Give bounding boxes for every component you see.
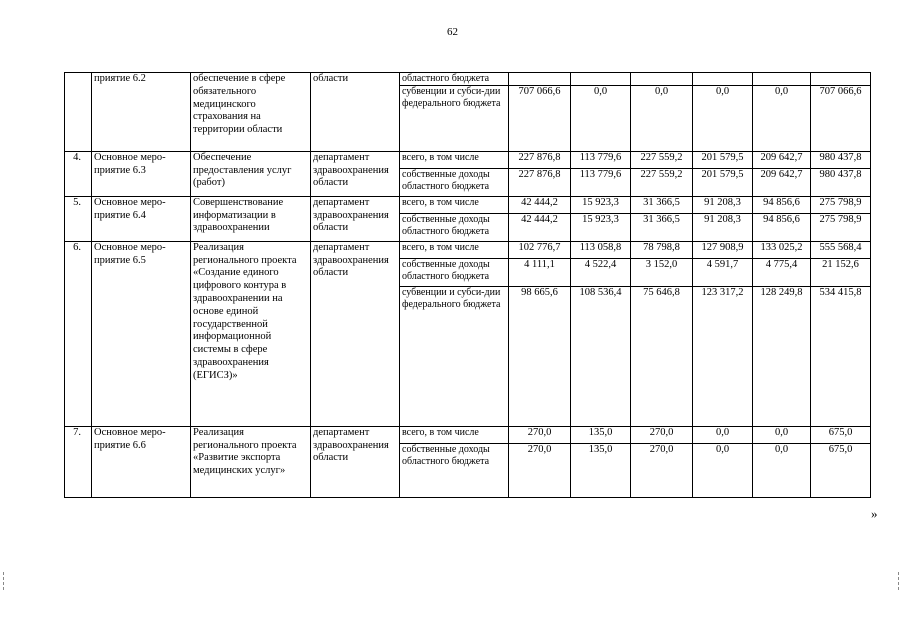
- amount-cell: 91 208,3: [693, 213, 753, 241]
- table-row: [65, 241, 871, 258]
- amount-cell: 270,0: [631, 426, 693, 443]
- amount-cell: 201 579,5: [693, 168, 753, 196]
- amount-cell: 270,0: [631, 443, 693, 497]
- amount-cell: 4 111,1: [509, 258, 571, 286]
- measure-name-cell: Основное меро-приятие 6.5: [92, 241, 191, 426]
- continuation-mark: »: [871, 506, 878, 521]
- amount-cell: 227 559,2: [631, 168, 693, 196]
- measure-description-cell: Реализация регионального проекта «Создание единого цифрового контура в здравоохранении на основе единой государственной информационной системы в сфере здравоохранения (ЕГИСЗ)»: [191, 241, 311, 426]
- funding-source-cell: собственные доходы областного бюджета: [400, 213, 509, 241]
- funding-source-cell: собственные доходы областного бюджета: [400, 168, 509, 196]
- amount-cell: 534 415,8: [811, 286, 871, 426]
- measure-description-cell: Обеспечение предоставления услуг (работ): [191, 151, 311, 196]
- amount-cell: 127 908,9: [693, 241, 753, 258]
- amount-cell: 275 798,9: [811, 213, 871, 241]
- amount-cell: 980 437,8: [811, 168, 871, 196]
- amount-cell: 78 798,8: [631, 241, 693, 258]
- amount-cell: 0,0: [693, 85, 753, 151]
- amount-cell: [631, 73, 693, 86]
- amount-cell: 31 366,5: [631, 213, 693, 241]
- amount-cell: 94 856,6: [753, 196, 811, 213]
- amount-cell: 209 642,7: [753, 168, 811, 196]
- funding-source-cell: всего, в том числе: [400, 241, 509, 258]
- table-row: [65, 151, 871, 168]
- amount-cell: 135,0: [571, 443, 631, 497]
- amount-cell: 270,0: [509, 443, 571, 497]
- amount-cell: 128 249,8: [753, 286, 811, 426]
- amount-cell: 91 208,3: [693, 196, 753, 213]
- row-number-cell: 6.: [65, 241, 92, 426]
- table-row: [65, 196, 871, 213]
- amount-cell: 675,0: [811, 426, 871, 443]
- budget-table: [64, 72, 871, 498]
- amount-cell: 3 152,0: [631, 258, 693, 286]
- measure-name-cell: Основное меро-приятие 6.3: [92, 151, 191, 196]
- amount-cell: 31 366,5: [631, 196, 693, 213]
- amount-cell: 123 317,2: [693, 286, 753, 426]
- amount-cell: 4 775,4: [753, 258, 811, 286]
- row-number-cell: [65, 73, 92, 152]
- table-row: [65, 73, 871, 86]
- amount-cell: 209 642,7: [753, 151, 811, 168]
- amount-cell: 135,0: [571, 426, 631, 443]
- funding-source-cell: собственные доходы областного бюджета: [400, 258, 509, 286]
- funding-source-cell: областного бюджета: [400, 73, 509, 86]
- amount-cell: 133 025,2: [753, 241, 811, 258]
- amount-cell: 270,0: [509, 426, 571, 443]
- amount-cell: [509, 73, 571, 86]
- amount-cell: 227 876,8: [509, 168, 571, 196]
- funding-source-cell: субвенции и субси-дии федерального бюджета: [400, 85, 509, 151]
- amount-cell: 21 152,6: [811, 258, 871, 286]
- amount-cell: 275 798,9: [811, 196, 871, 213]
- row-number-cell: 4.: [65, 151, 92, 196]
- amount-cell: 113 779,6: [571, 151, 631, 168]
- amount-cell: 94 856,6: [753, 213, 811, 241]
- amount-cell: 227 876,8: [509, 151, 571, 168]
- executor-cell: департамент здравоохранения области: [311, 426, 400, 497]
- executor-cell: департамент здравоохранения области: [311, 151, 400, 196]
- amount-cell: 0,0: [693, 443, 753, 497]
- amount-cell: 0,0: [693, 426, 753, 443]
- measure-description-cell: Совершенствование информатизации в здравоохранении: [191, 196, 311, 241]
- amount-cell: 555 568,4: [811, 241, 871, 258]
- funding-source-cell: всего, в том числе: [400, 196, 509, 213]
- amount-cell: 707 066,6: [509, 85, 571, 151]
- left-edge-mark: [3, 572, 8, 590]
- amount-cell: 227 559,2: [631, 151, 693, 168]
- row-number-cell: 5.: [65, 196, 92, 241]
- funding-source-cell: всего, в том числе: [400, 426, 509, 443]
- page-number: 62: [447, 26, 458, 38]
- amount-cell: 201 579,5: [693, 151, 753, 168]
- amount-cell: 4 591,7: [693, 258, 753, 286]
- amount-cell: 980 437,8: [811, 151, 871, 168]
- amount-cell: 15 923,3: [571, 196, 631, 213]
- amount-cell: 102 776,7: [509, 241, 571, 258]
- executor-cell: области: [311, 73, 400, 152]
- amount-cell: 0,0: [631, 85, 693, 151]
- executor-cell: департамент здравоохранения области: [311, 196, 400, 241]
- amount-cell: 42 444,2: [509, 213, 571, 241]
- measure-description-cell: Реализация регионального проекта «Развитие экспорта медицинских услуг»: [191, 426, 311, 497]
- measure-name-cell: приятие 6.2: [92, 73, 191, 152]
- measure-name-cell: Основное меро-приятие 6.4: [92, 196, 191, 241]
- amount-cell: 98 665,6: [509, 286, 571, 426]
- funding-source-cell: собственные доходы областного бюджета: [400, 443, 509, 497]
- measure-name-cell: Основное меро-приятие 6.6: [92, 426, 191, 497]
- amount-cell: [571, 73, 631, 86]
- funding-source-cell: всего, в том числе: [400, 151, 509, 168]
- right-edge-mark: [898, 572, 903, 590]
- table-row: [65, 426, 871, 443]
- amount-cell: 4 522,4: [571, 258, 631, 286]
- amount-cell: [693, 73, 753, 86]
- amount-cell: 113 779,6: [571, 168, 631, 196]
- funding-source-cell: субвенции и субси-дии федерального бюджета: [400, 286, 509, 426]
- amount-cell: 108 536,4: [571, 286, 631, 426]
- amount-cell: [753, 73, 811, 86]
- amount-cell: 0,0: [753, 85, 811, 151]
- amount-cell: 675,0: [811, 443, 871, 497]
- row-number-cell: 7.: [65, 426, 92, 497]
- amount-cell: 0,0: [571, 85, 631, 151]
- amount-cell: 42 444,2: [509, 196, 571, 213]
- amount-cell: 0,0: [753, 426, 811, 443]
- amount-cell: 707 066,6: [811, 85, 871, 151]
- measure-description-cell: обеспечение в сфере обязательного медицинского страхования на территории области: [191, 73, 311, 152]
- amount-cell: 75 646,8: [631, 286, 693, 426]
- amount-cell: [811, 73, 871, 86]
- amount-cell: 0,0: [753, 443, 811, 497]
- amount-cell: 113 058,8: [571, 241, 631, 258]
- amount-cell: 15 923,3: [571, 213, 631, 241]
- executor-cell: департамент здравоохранения области: [311, 241, 400, 426]
